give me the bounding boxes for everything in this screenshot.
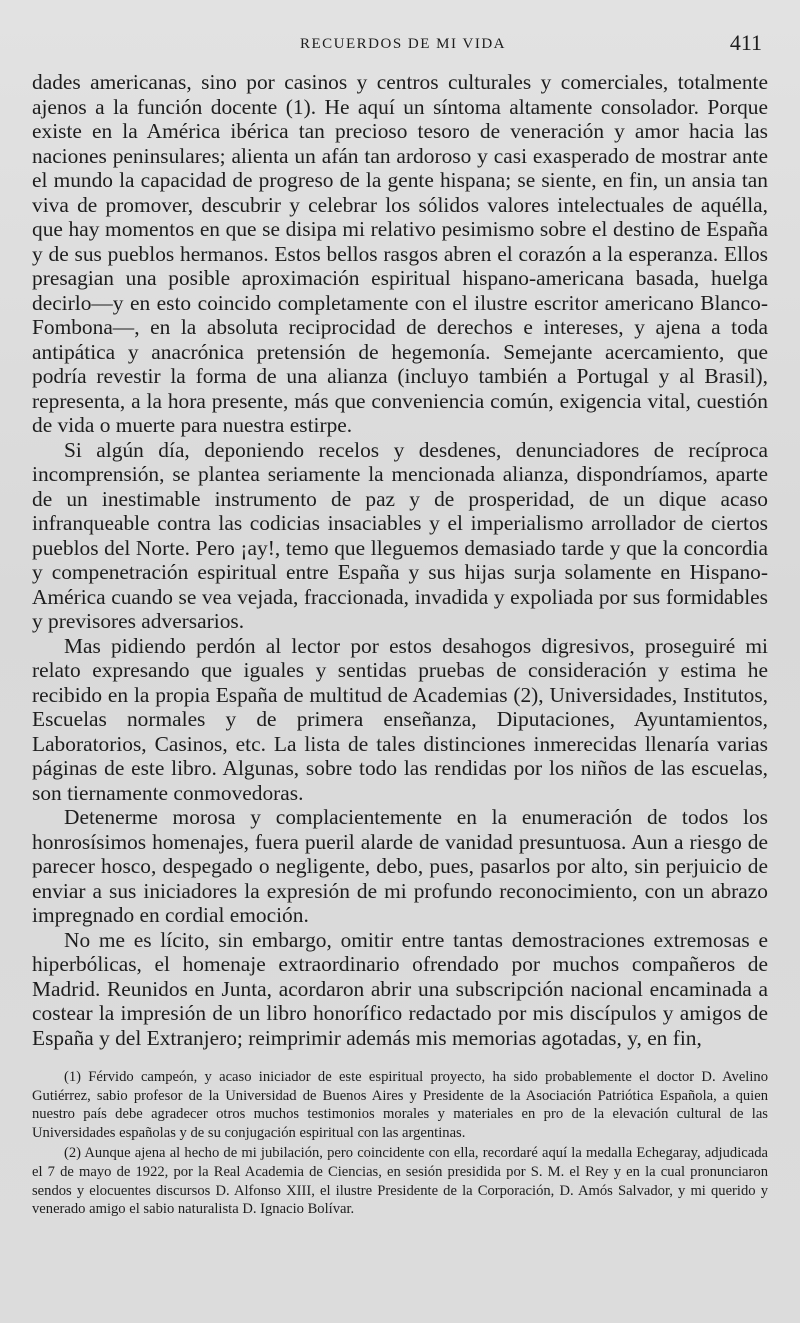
paragraph: Mas pidiendo perdón al lector por estos desahogos digresivos, proseguiré mi relato expresando que iguales y sentidas pruebas de consideración y estima he recibido en la propia España de multitud de Academias (2), Universidades, Institutos, Escuelas normales y de primera enseñanza, Diputaciones, Ayuntamientos, Laboratorios, Casinos, etc. La lista de tales distinciones inmerecidas llenaría varias páginas de este libro. Algunas, sobre todo las rendidas por los niños de las escuelas, son tiernamente conmovedoras. <box>32 633 768 805</box>
footnotes <box>32 1068 768 1221</box>
paragraph: Si algún día, deponiendo recelos y desdenes, denunciadores de recíproca incomprensión, se plantea seriamente la mencionada alianza, dispondríamos, aparte de un inestimable instrumento de paz y de prosperidad, de un dique acaso infranqueable contra las codicias insaciables y el imperialismo arrollador de ciertos pueblos del Norte. Pero ¡ay!, temo que lleguemos demasiado tarde y que la concordia y compenetración espiritual entre España y sus hijas surja solamente en Hispano-América cuando se vea vejada, fraccionada, invadida y expoliada por sus formidables y previsores adversarios. <box>32 437 768 633</box>
footnote: (2) Aunque ajena al hecho de mi jubilación, pero coincidente con ella, recordaré aquí la medalla Echegaray, adjudicada el 7 de mayo de 1922, por la Real Academia de Ciencias, en sesión presidida por S. M. el Rey y en la cual pronunciaron sendos y elocuentes discursos D. Alfonso XIII, el ilustre Presidente de la Corporación, D. Amós Salvador, y mi querido y venerado amigo el sabio naturalista D. Ignacio Bolívar. <box>32 1145 768 1218</box>
paragraph: No me es lícito, sin embargo, omitir entre tantas demostraciones extremosas e hiperbólicas, el homenaje extraordinario ofrendado por muchos compañeros de Madrid. Reunidos en Junta, acordaron abrir una subscripción nacional encaminada a costear la impresión de un libro honorífico redactado por mis discípulos y amigos de España y del Extranjero; reimprimir además mis memorias agotadas, y, en fin, <box>32 927 768 1050</box>
paragraph: Detenerme morosa y complacientemente en la enumeración de todos los honrosísimos homenajes, fuera pueril alarde de vanidad presuntuosa. Aun a riesgo de parecer hosco, despegado o negligente, debo, pues, pasarlos por alto, sin perjuicio de enviar a sus iniciadores la expresión de mi profundo reconocimiento, con un abrazo impregnado en cordial emoción. <box>32 805 768 927</box>
body-text <box>32 70 768 1050</box>
page-header <box>0 30 800 60</box>
paragraph: dades americanas, sino por casinos y centros culturales y comerciales, totalmente ajenos a la función docente (1). He aquí un síntoma altamente consolador. Porque existe en la América ibérica tan precioso tesoro de veneración y amor hacia las naciones peninsulares; alienta un afán tan ardoroso y casi exasperado de mostrar ante el mundo la capacidad de progreso de la gente hispana; se siente, en fin, un ansia tan viva de promover, descubrir y celebrar los sólidos valores intelectuales de aquélla, que hay momentos en que se disipa mi relativo pesimismo sobre el destino de España y de sus pueblos hermanos. Estos bellos rasgos abren el corazón a la esperanza. Ellos presagian una posible aproximación espiritual hispano-americana basada, huelga decirlo—y en esto coincido completamente con el ilustre escritor americano Blanco-Fombona—, en la absoluta reciprocidad de derechos e intereses, y ajena a toda antipática y anacrónica pretensión de hegemonía. Semejante acercamiento, que podría revestir la forma de una alianza (incluyo también a Portugal y al Brasil), representa, a la hora presente, más que conveniencia común, exigencia vital, cuestión de vida o muerte para nuestra estirpe. <box>32 70 768 437</box>
page-number: 411 <box>729 30 762 55</box>
running-head: RECUERDOS DE MI VIDA <box>300 36 506 52</box>
footnote: (1) Férvido campeón, y acaso iniciador de este espiritual proyecto, ha sido probablemente el doctor D. Avelino Gutiérrez, sabio profesor de la Universidad de Buenos Aires y Presidente de la Asociación Patriótica Española, a quien nuestro país debe agradecer otros muchos testimonios morales y materiales en pro de la elevación cultural de las Universidades españolas y de su conjugación espiritual con las argentinas. <box>32 1069 768 1141</box>
